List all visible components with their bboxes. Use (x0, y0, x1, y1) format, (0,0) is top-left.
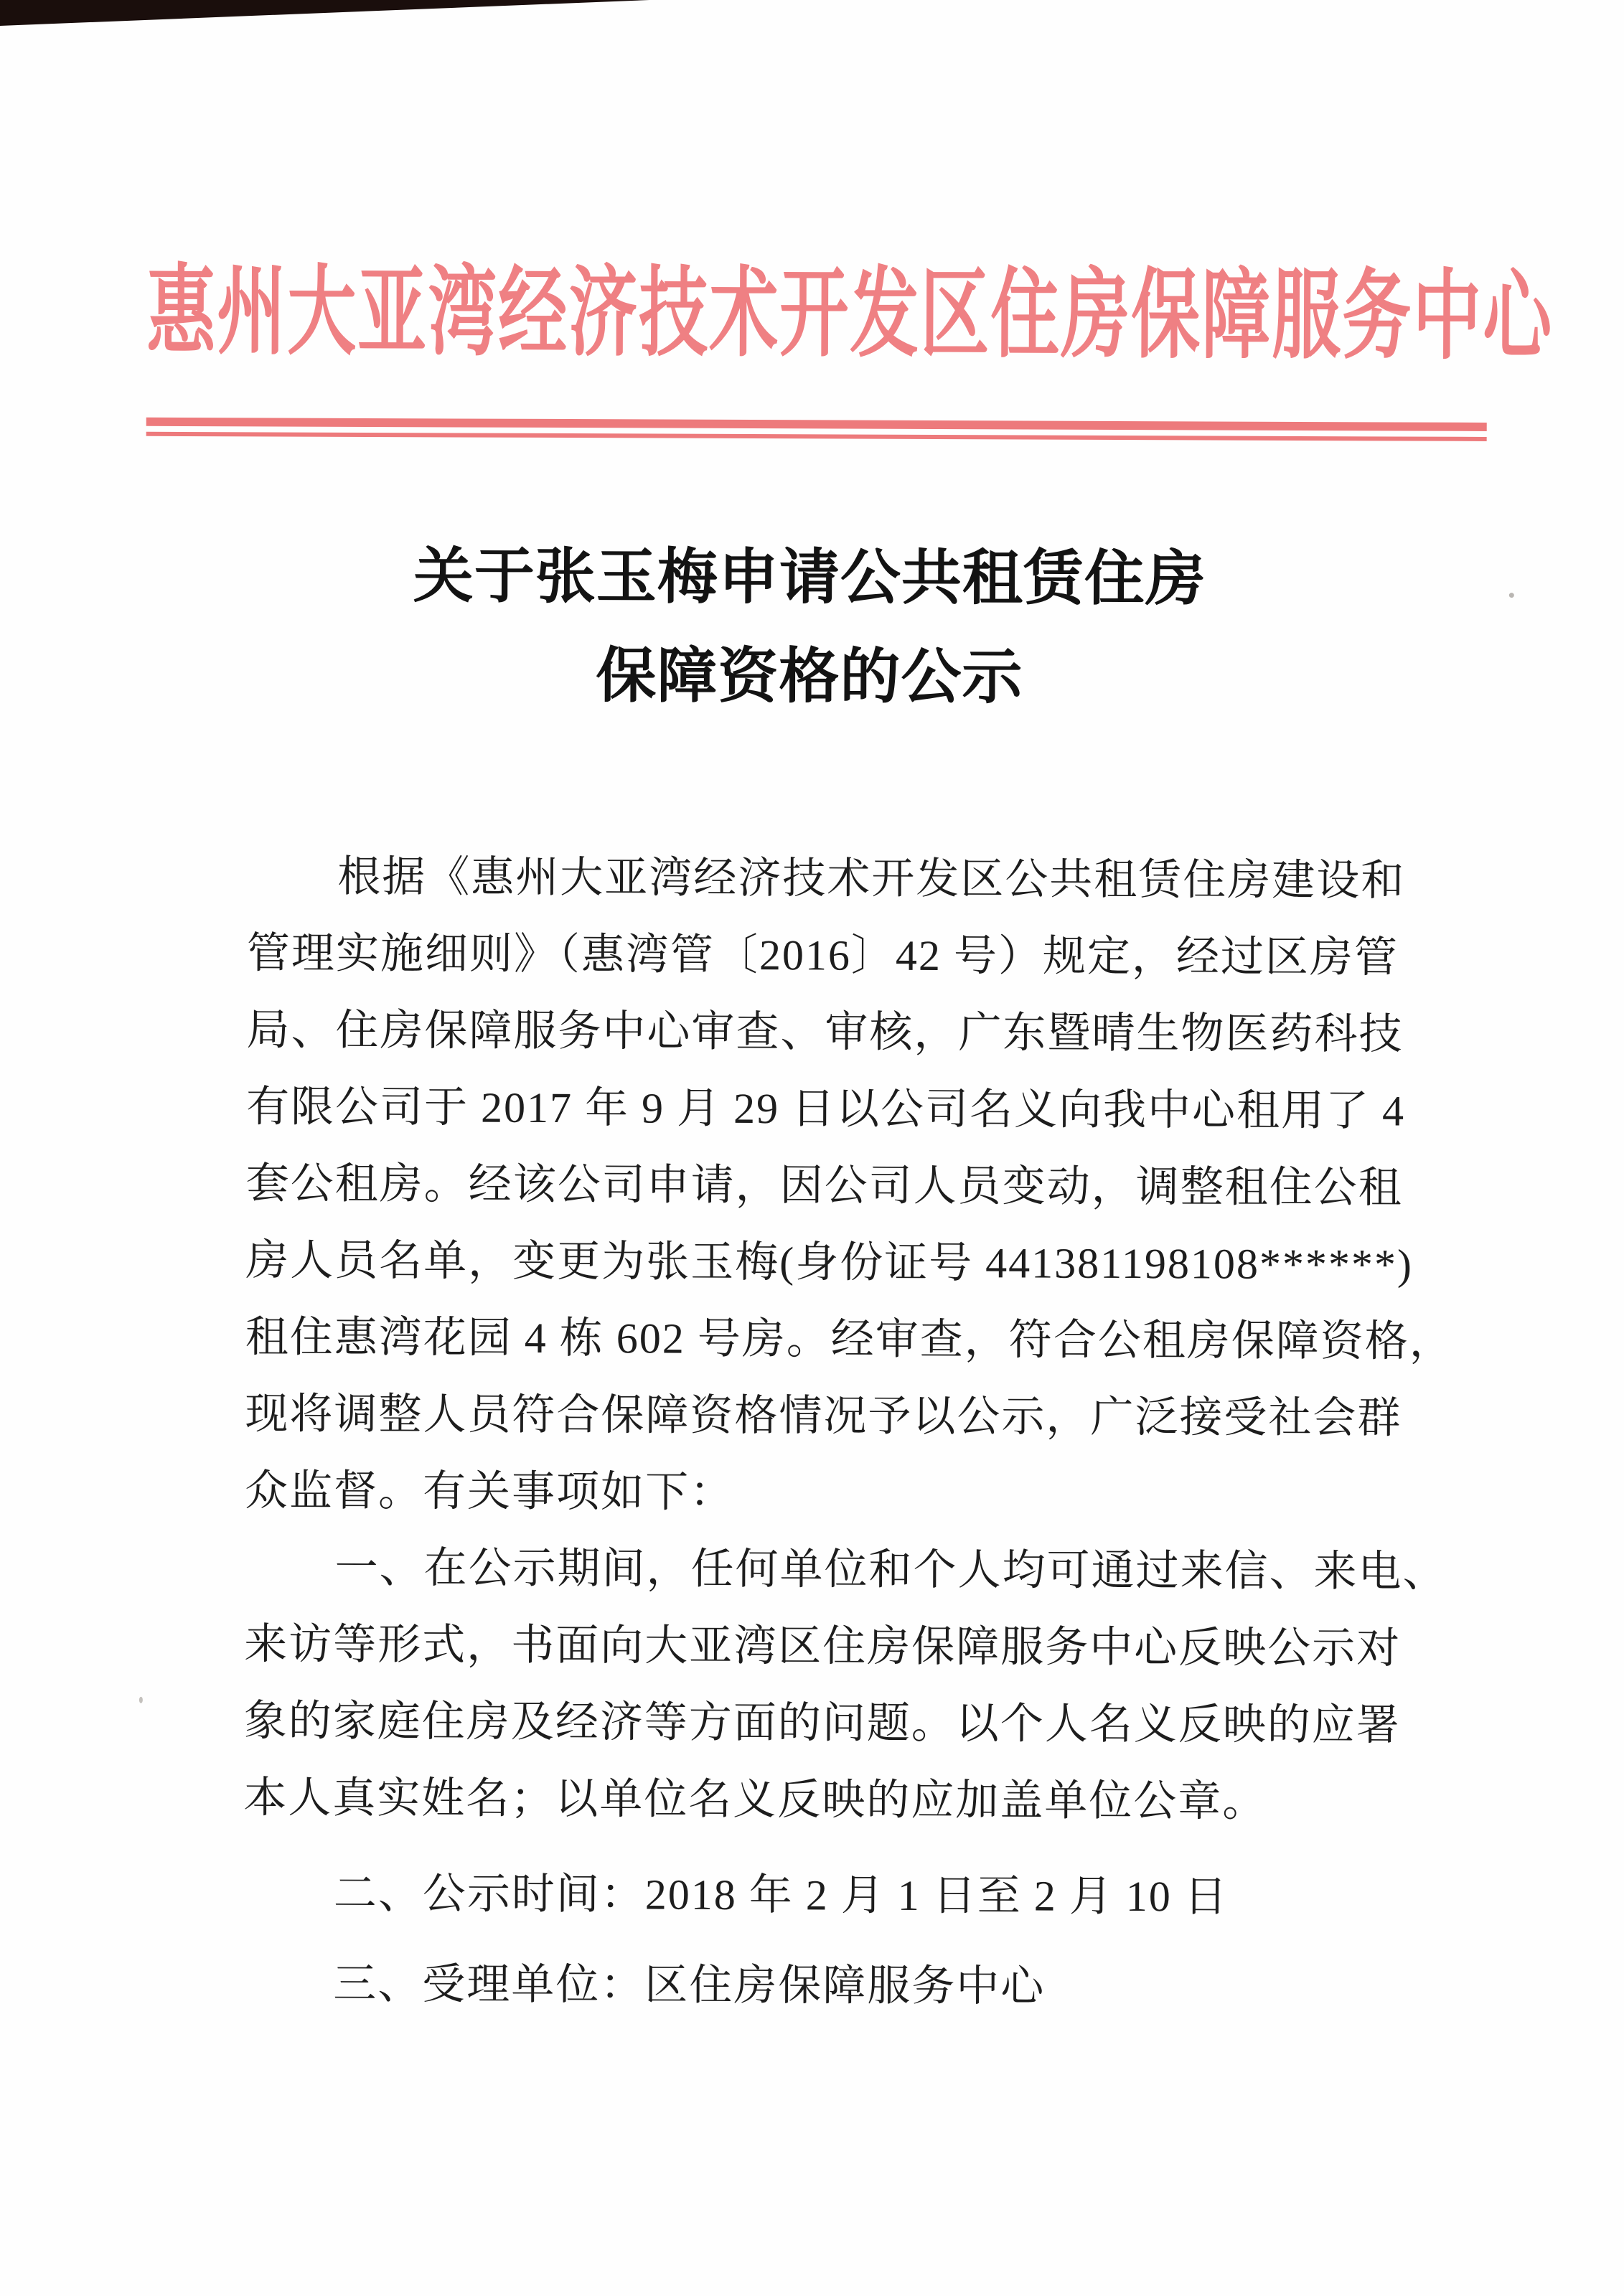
document-title-line2: 保障资格的公示 (596, 641, 1023, 711)
body-line: 房人员名单，变更为张玉梅(身份证号 441381198108******) (245, 1236, 1414, 1289)
body-line: 有限公司于 2017 年 9 月 29 日以公司名义向我中心租用了 4 (245, 1083, 1406, 1135)
body-line: 本人真实姓名；以单位名义反映的应加盖单位公章。 (243, 1774, 1267, 1825)
letterhead-rule-thin (146, 432, 1487, 441)
body-line: 现将调整人员符合保障资格情况予以公示，广泛接受社会群 (245, 1390, 1402, 1442)
body-line: 一、在公示期间，任何单位和个人均可通过来信、来电、 (334, 1543, 1447, 1596)
body-line: 租住惠湾花园 4 栋 602 号房。经审查，符合公租房保障资格， (245, 1313, 1454, 1365)
body-line: 三、受理单位：区住房保障服务中心 (333, 1959, 1046, 2010)
letterhead-rule-thick (146, 418, 1487, 431)
document-title-line1: 关于张玉梅申请公共租赁住房 (413, 542, 1207, 613)
body-line: 来访等形式，书面向大亚湾区住房保障服务中心反映公示对 (244, 1620, 1402, 1672)
body-line: 套公租房。经该公司申请，因公司人员变动，调整租住公租 (245, 1159, 1403, 1212)
body-line: 二、公示时间：2018 年 2 月 1 日至 2 月 10 日 (333, 1869, 1229, 1921)
body-line: 象的家庭住房及经济等方面的问题。以个人名义反映的应署 (243, 1697, 1401, 1749)
letterhead-org-name: 惠州大亚湾经济技术开发区住房保障服务中心 (146, 257, 1554, 372)
body-line: 局、住房保障服务中心审查、审核，广东暨晴生物医药科技 (246, 1006, 1404, 1058)
scan-speck (139, 1697, 143, 1703)
body-line: 根据《惠州大亚湾经济技术开发区公共租赁住房建设和 (337, 852, 1406, 905)
body-line: 管理实施细则》（惠湾管〔2016〕42 号）规定，经过区房管 (246, 929, 1399, 982)
body-line: 众监督。有关事项如下： (244, 1467, 735, 1516)
scan-speck (1509, 593, 1514, 598)
